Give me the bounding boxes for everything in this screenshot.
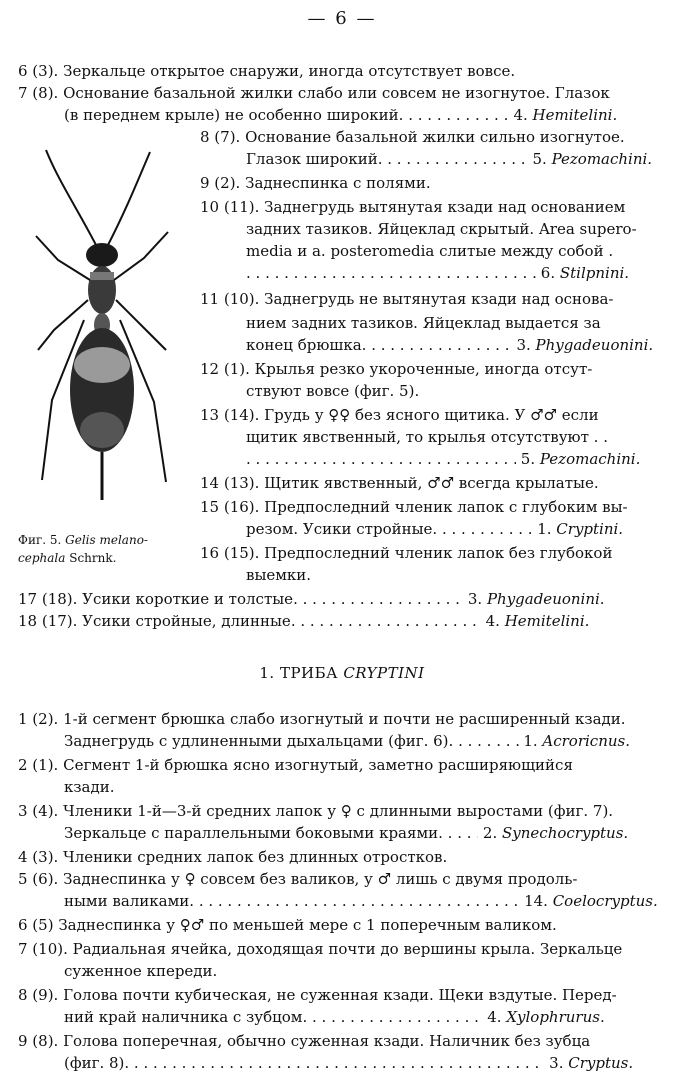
key-line: Заднегрудь с удлиненными дыхальцами (фиг. 6). . . 1. Acroricnus.: [64, 730, 630, 752]
key-line: 17 (18). Усики короткие и толстые. . . 3. Phygadeuonini.: [18, 588, 605, 610]
key-line: 4 (3). Членики средних лапок без длинных отростков.: [18, 848, 448, 866]
key-line: 7 (10). Радиальная ячейка, доходящая почти до вершины крыла. Зеркальце: [18, 940, 623, 958]
key-line: 9 (8). Голова поперечная, обычно суженная кзади. Наличник без зубца: [18, 1032, 591, 1050]
key-line: 7 (8). Основание базальной жилки слабо или совсем не изогнутое. Глазок: [18, 84, 610, 102]
key-line: 10 (11). Заднегрудь вытянутая кзади над основанием: [200, 198, 626, 216]
key-line: 3 (4). Членики 1-й—3-й средних лапок у ♀ с длинными выростами (фиг. 7).: [18, 802, 614, 820]
key-line: конец брюшка. . . 3. Phygadeuonini.: [246, 334, 653, 356]
key-line: 5 (6). Заднеспинка у ♀ совсем без валиков, у ♂ лишь с двумя продоль-: [18, 870, 578, 888]
key-line: . . . 6. Stilpnini.: [246, 262, 629, 284]
key-line: 13 (14). Грудь у ♀♀ без ясного щитика. У ♂♂ если: [200, 406, 599, 424]
key-line: 6 (3). Зеркальце открытое снаружи, иногда отсутствует вовсе.: [18, 62, 516, 80]
key-line: 9 (2). Заднеспинка с полями.: [200, 174, 431, 192]
key-line: резом. Усики стройные. . . 1. Cryptini.: [246, 518, 623, 540]
key-line: . . . 5. Pezomachini.: [246, 448, 640, 470]
page-number: — 6 —: [307, 8, 377, 29]
key-line: задних тазиков. Яйцеклад скрытый. Area supero-: [246, 220, 637, 238]
key-line: (фиг. 8). . . 3. Cryptus.: [64, 1052, 633, 1074]
key-line: 18 (17). Усики стройные, длинные. . . 4. Hemitelini.: [18, 610, 589, 632]
key-line: суженное кпереди.: [64, 962, 218, 980]
key-line: 15 (16). Предпоследний членик лапок с глубоким вы-: [200, 498, 628, 516]
figure-caption: Фиг. 5. Gelis melano- cephala Schrnk.: [18, 533, 148, 565]
key-line: Зеркальце с параллельными боковыми краями. . . 2. Synechocryptus.: [64, 822, 628, 844]
key-line: ствуют вовсе (фиг. 5).: [246, 382, 420, 400]
key-line: щитик явственный, то крылья отсутствуют . .: [246, 428, 608, 446]
key-line: 1 (2). 1-й сегмент брюшка слабо изогнутый и почти не расширенный кзади.: [18, 710, 626, 728]
key-line: Глазок широкий. . . 5. Pezomachini.: [246, 148, 652, 170]
key-line: нием задних тазиков. Яйцеклад выдается за: [246, 314, 601, 332]
key-line: 8 (7). Основание базальной жилки сильно изогнутое.: [200, 128, 625, 146]
key-line: кзади.: [64, 778, 115, 796]
key-line: 11 (10). Заднегрудь не вытянутая кзади над основа-: [200, 290, 614, 308]
key-line: 6 (5) Заднеспинка у ♀♂ по меньшей мере с 1 поперечным валиком.: [18, 916, 557, 934]
section-heading: 1. ТРИБА CRYPTINI: [259, 664, 425, 682]
key-line: media и a. posteromedia слитые между собой .: [246, 242, 614, 260]
key-line: (в переднем крыле) не особенно широкий. . . 4. Hemitelini.: [64, 104, 660, 126]
key-line: выемки.: [246, 566, 312, 584]
key-line: 16 (15). Предпоследний членик лапок без глубокой: [200, 544, 613, 562]
key-line: 14 (13). Щитик явственный, ♂♂ всегда крылатые.: [200, 474, 599, 492]
key-line: 2 (1). Сегмент 1-й брюшка ясно изогнутый, заметно расширяющийся: [18, 756, 573, 774]
key-line: ными валиками. . . 14. Coelocryptus.: [64, 890, 658, 912]
insect-figure: [18, 140, 188, 525]
key-line: 12 (1). Крылья резко укороченные, иногда отсут-: [200, 360, 593, 378]
key-line: ний край наличника с зубцом. . . 4. Xylophrurus.: [64, 1006, 605, 1028]
key-line: 8 (9). Голова почти кубическая, не суженная кзади. Щеки вздутые. Перед-: [18, 986, 617, 1004]
